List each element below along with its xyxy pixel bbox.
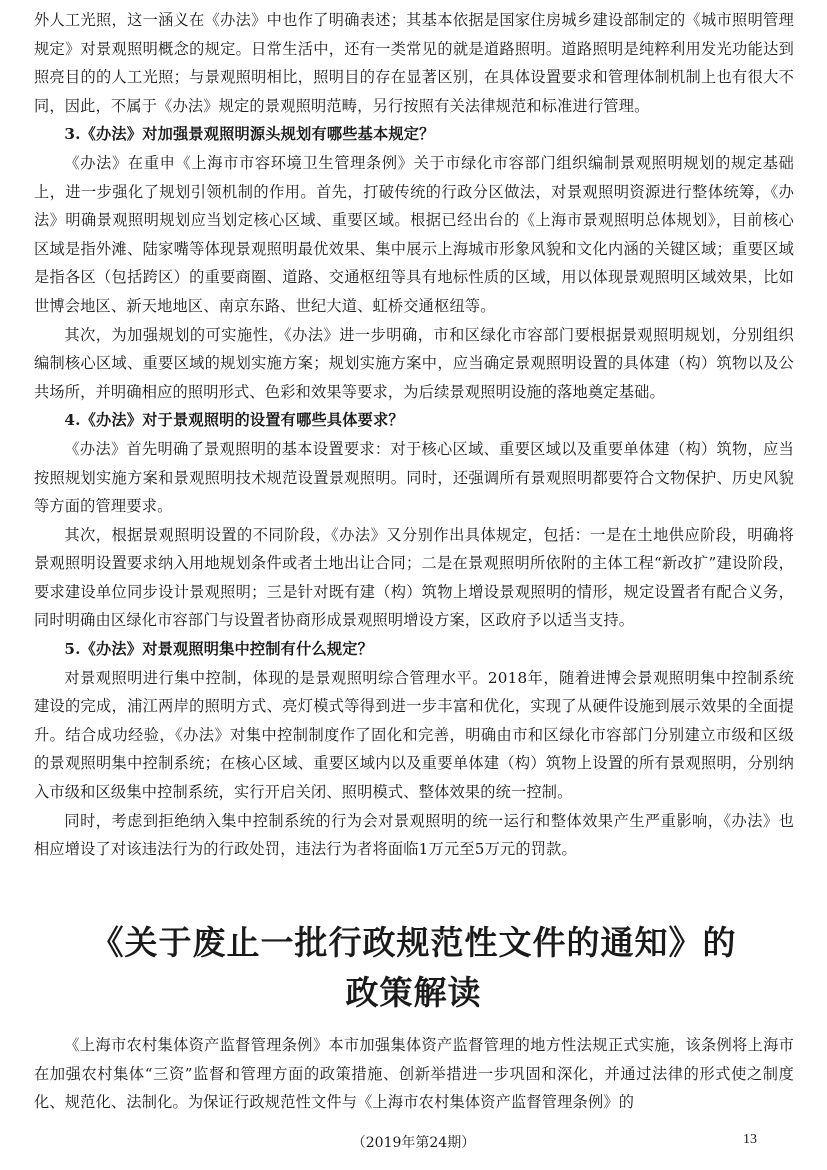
question-heading-3: 3.《办法》对加强景观照明源头规划有哪些基本规定？ — [64, 125, 435, 144]
intro-paragraph: 《上海市农村集体资产监督管理条例》本市加强集体资产监督管理的地方性法规正式实施，该条例将上海市在加强农村集体“三资”监督和管理方面的政策措施、创新举措进一步巩固和深化，并通过法律的形式使之制度化、规范化、法制化。为保证行政规范性文件与《上海市农村集体资产监督管理条例》的 — [34, 1036, 794, 1112]
paragraph: 《办法》首先明确了景观照明的基本设置要求：对于核心区域、重要区域以及重要单体建（构）筑物，应当按照规划实施方案和景观照明技术规范设置景观照明。同时，还强调所有景观照明都要符合文物保护、历史风貌等方面的管理要求。 — [34, 439, 794, 516]
page-footer — [0, 1130, 827, 1156]
paragraph: 《办法》在重申《上海市市容环境卫生管理条例》关于市绿化市容部门组织编制景观照明规划的规定基础上，进一步强化了规划引领机制的作用。首先，打破传统的行政分区做法，对景观照明资源进行整体统筹，《办法》明确景观照明规划应当划定核心区域、重要区域。根据已经出台的《上海市景观照明总体规划》，目前核心区域是指外滩、陆家嘴等体现景观照明最优效果、集中展示上海城市形象风貌和文化内涵的关键区域；重要区域是指各区（包括跨区）的重要商圈、道路、交通枢纽等具有地标性质的区域，用以体现景观照明区域效果，比如世博会地区、新天地地区、南京东路、世纪大道、虹桥交通枢纽等。 — [34, 153, 794, 315]
question-heading-5: 5.《办法》对景观照明集中控制有什么规定？ — [64, 640, 374, 659]
page-number: 13 — [743, 1132, 757, 1147]
paragraph-continuation: 外人工光照，这一涵义在《办法》中也作了明确表述；其基本依据是国家住房城乡建设部制定的《城市照明管理规定》对景观照明概念的规定。日常生活中，还有一类常见的就是道路照明。道路照明是纯粹利用发光功能达到照亮目的的人工光照；与景观照明相比，照明目的存在显著区别，在具体设置要求和管理体制机制上也有很大不同，因此，不属于《办法》规定的景观照明范畴，另行按照有关法律规范和标准进行管理。 — [34, 11, 794, 115]
paragraph: 对景观照明进行集中控制，体现的是景观照明综合管理水平。2018年，随着进博会景观照明集中控制系统建设的完成，浦江两岸的照明方式、亮灯模式等得到进一步丰富和优化，实现了从硬件设施到展示效果的全面提升。结合成功经验，《办法》对集中控制制度作了固化和完善，明确由市和区绿化市容部门分别建立市级和区级的景观照明集中控制系统；在核心区域、重要区域内以及重要单体建（构）筑物上设置的所有景观照明，分别纳入市级和区级集中控制系统，实行开启关闭、照明模式、整体效果的统一控制。 — [34, 668, 794, 802]
article-body — [34, 6, 794, 864]
article-title-line-2: 政策解读 — [345, 973, 482, 1012]
paragraph: 同时，考虑到拒绝纳入集中控制系统的行为会对景观照明的统一运行和整体效果产生严重影响，《办法》也相应增设了对该违法行为的行政处罚，违法行为者将面临1万元至5万元的罚款。 — [34, 811, 794, 859]
question-heading-4: 4.《办法》对于景观照明的设置有哪些具体要求？ — [64, 411, 404, 430]
paragraph: 其次，根据景观照明设置的不同阶段，《办法》又分别作出具体规定，包括：一是在土地供应阶段，明确将景观照明设置要求纳入用地规划条件或者土地出让合同；二是在景观照明所依附的主体工程“新改扩”建设阶段，要求建设单位同步设计景观照明；三是针对既有建（构）筑物上增设景观照明的情形，规定设置者有配合义务，同时明确由区绿化市容部门与设置者协商形成景观照明增设方案，区政府予以适当支持。 — [34, 525, 794, 630]
issue-label: （2019年第24期） — [351, 1135, 476, 1151]
article-title — [0, 918, 827, 1018]
paragraph: 其次，为加强规划的可实施性，《办法》进一步明确，市和区绿化市容部门要根据景观照明规划，分别组织编制核心区域、重要区域的规划实施方案；规划实施方案中，应当确定景观照明设置的具体建（构）筑物以及公共场所，并明确相应的照明形式、色彩和效果等要求，为后续景观照明设施的落地奠定基础。 — [34, 325, 794, 401]
article-intro — [34, 1031, 794, 1117]
article-title-line-1: 《关于废止一批行政规范性文件的通知》的 — [90, 923, 737, 962]
